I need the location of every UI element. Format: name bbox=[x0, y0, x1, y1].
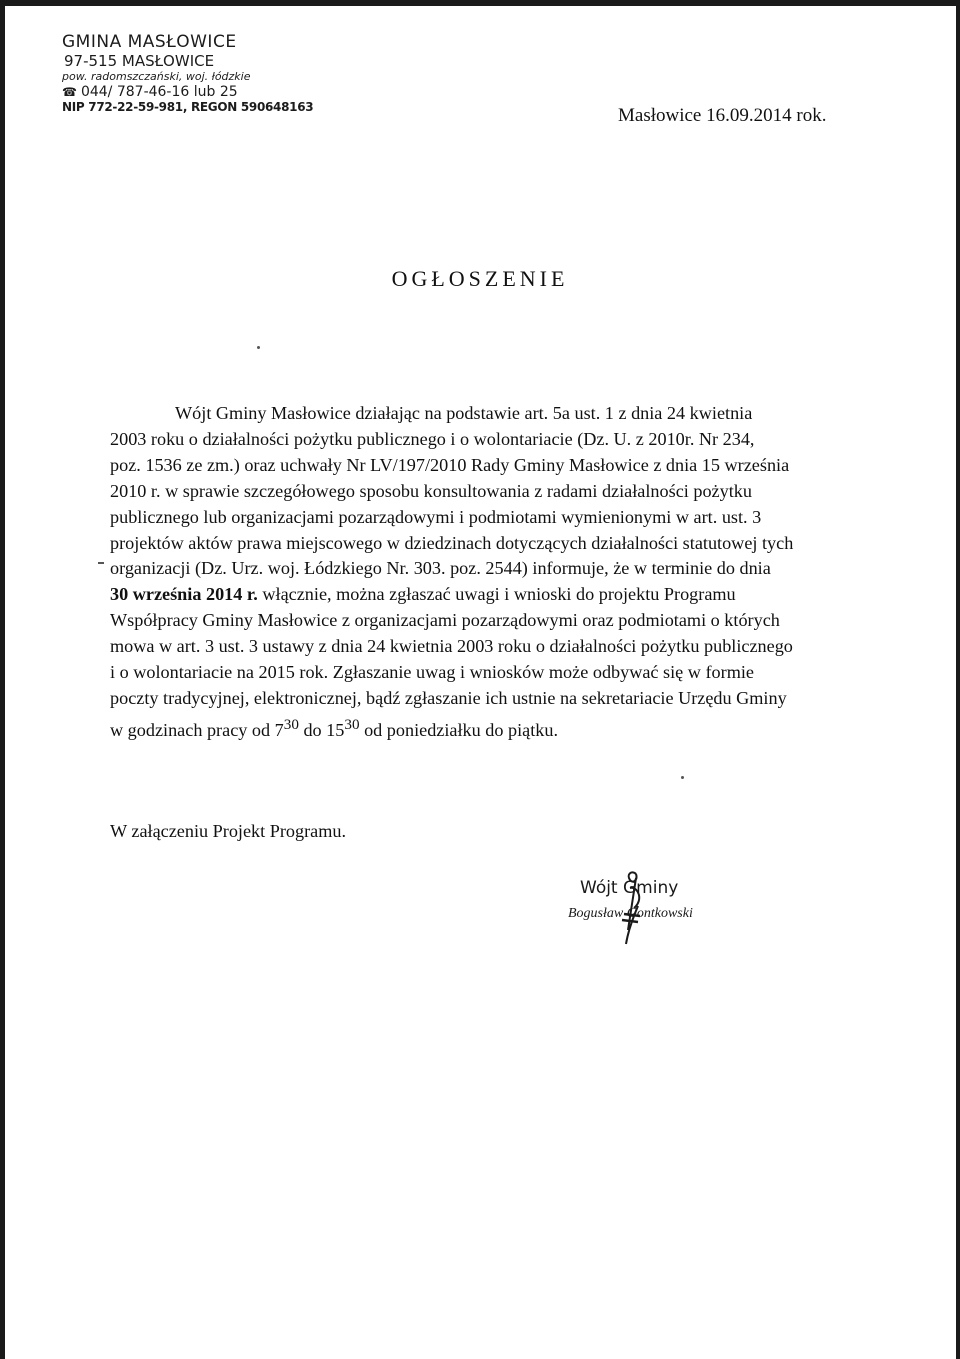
announcement-body bbox=[110, 401, 845, 744]
body-line-deadline bbox=[110, 582, 845, 608]
hours-start-minutes: 30 bbox=[283, 715, 299, 733]
document-date: Masłowice 16.09.2014 rok. bbox=[618, 105, 827, 126]
scan-border-top bbox=[0, 0, 960, 6]
document-title: OGŁOSZENIE bbox=[391, 266, 569, 291]
body-line: Współpracy Gminy Masłowice z organizacjami pozarządowymi oraz podmiotami o których bbox=[110, 610, 780, 631]
scan-speck bbox=[98, 562, 104, 564]
body-line: poz. 1536 ze zm.) oraz uchwały Nr LV/197/2010 Rady Gminy Masłowice z dnia 15 września bbox=[110, 454, 790, 475]
stamp-line-postal: 97-515 MASŁOWICE bbox=[64, 52, 215, 70]
body-line: publicznego lub organizacjami pozarządowymi i podmiotami wymienionymi w art. ust. 3 bbox=[110, 506, 762, 527]
scan-border-right bbox=[956, 0, 960, 1359]
body-line-hours bbox=[110, 712, 845, 744]
deadline-date: 30 września 2014 r. bbox=[110, 584, 258, 605]
hours-end-minutes: 30 bbox=[344, 715, 360, 733]
scan-speck bbox=[681, 776, 684, 779]
municipality-stamp bbox=[62, 34, 313, 115]
attachment-note: W załączeniu Projekt Programu. bbox=[110, 821, 347, 841]
telephone-icon: ☎ bbox=[62, 85, 77, 99]
body-line: projektów aktów prawa miejscowego w dziedzinach dotyczących działalności statutowej tych bbox=[110, 532, 794, 553]
stamp-line-name: GMINA MASŁOWICE bbox=[62, 32, 237, 52]
deadline-line-rest: włącznie, można zgłaszać uwagi i wnioski do projektu Programu bbox=[257, 584, 736, 605]
signature-stamp bbox=[568, 872, 818, 952]
body-line: poczty tradycyjnej, elektronicznej, bądź zgłaszanie ich ustnie na sekretariacie Urzędu Gminy bbox=[110, 687, 787, 708]
signature-name: Bogusław Gontkowski bbox=[568, 906, 693, 921]
signature-title: Wójt Gminy bbox=[580, 878, 679, 898]
stamp-line-ids: NIP 772-22-59-981, REGON 590648163 bbox=[62, 100, 314, 114]
handwritten-signature bbox=[578, 860, 668, 950]
body-line: i o wolontariacie na 2015 rok. Zgłaszanie uwag i wniosków może odbywać się w formie bbox=[110, 662, 754, 683]
body-line: organizacji (Dz. Urz. woj. Łódzkiego Nr. 303. poz. 2544) informuje, że w terminie do dnia bbox=[110, 558, 771, 579]
hours-suffix: od poniedziałku do piątku. bbox=[359, 719, 559, 740]
hours-mid: do 15 bbox=[298, 719, 345, 740]
body-line: 2003 roku o działalności pożytku publicznego i o wolontariacie (Dz. U. z 2010r. Nr 234, bbox=[110, 428, 755, 449]
hours-prefix: w godzinach pracy od 7 bbox=[110, 719, 284, 740]
stamp-line-phone bbox=[62, 85, 313, 101]
body-line: 2010 r. w sprawie szczegółowego sposobu konsultowania z radami działalności pożytku bbox=[110, 480, 752, 501]
body-line: mowa w art. 3 ust. 3 ustawy z dnia 24 kwietnia 2003 roku o działalności pożytku publicznego bbox=[110, 636, 793, 657]
scan-border-left bbox=[0, 0, 5, 1359]
stamp-phone-number: 044/ 787-46-16 lub 25 bbox=[80, 84, 238, 100]
stamp-line-region: pow. radomszczański, woj. łódzkie bbox=[62, 70, 251, 83]
body-line: Wójt Gminy Masłowice działając na podstawie art. 5a ust. 1 z dnia 24 kwietnia bbox=[175, 403, 753, 423]
scan-speck bbox=[257, 346, 260, 349]
